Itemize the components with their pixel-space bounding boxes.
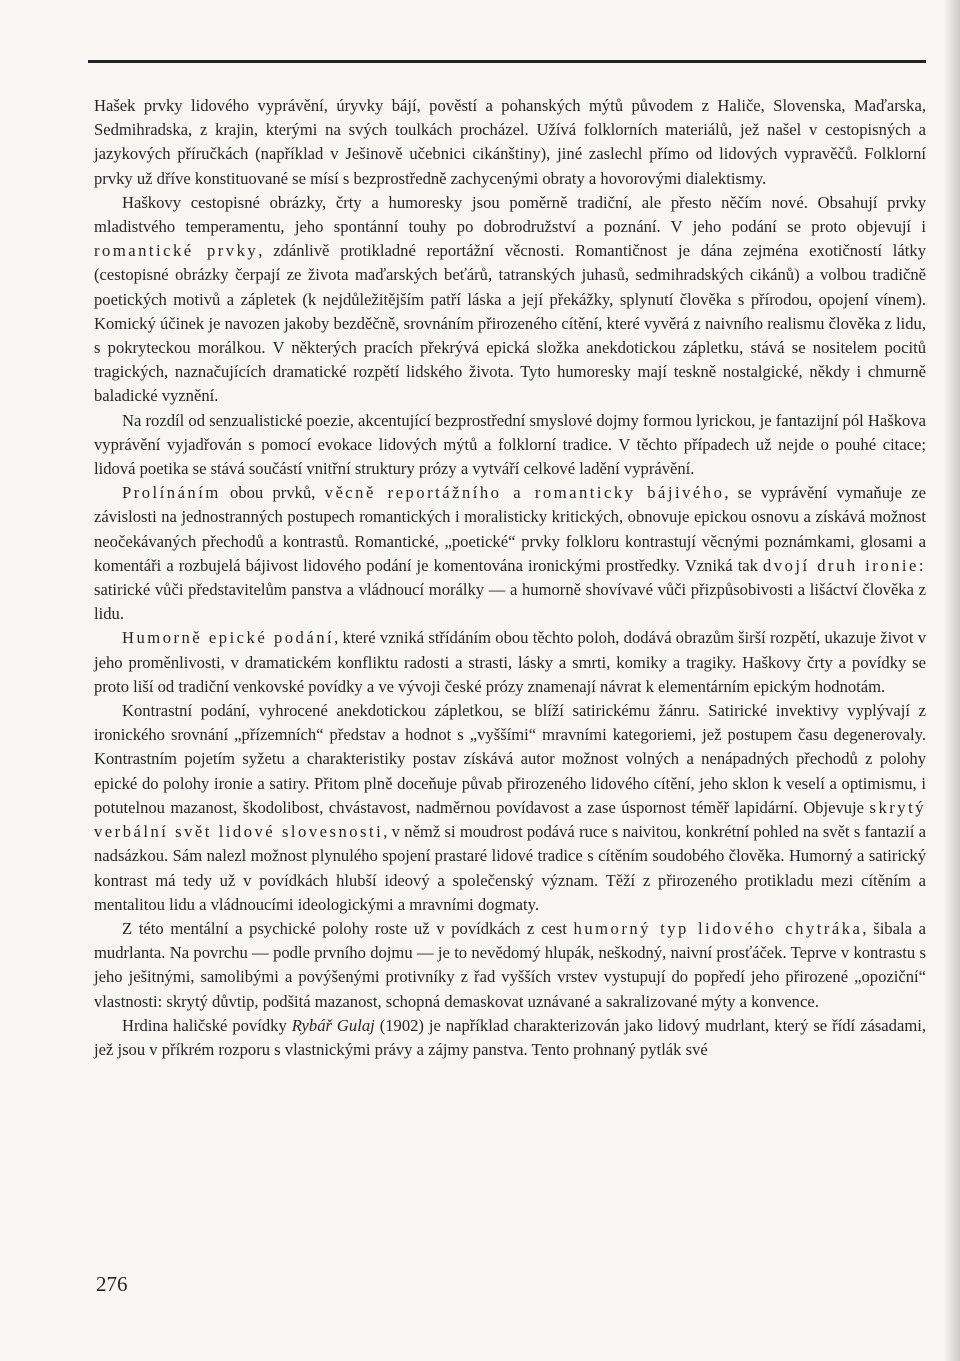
paragraph-5-text-b: , které vzniká střídáním obou těchto poloh, dodává obrazům širší rozpětí, ukazuje život v jeho proměnlivosti, v dramatickém konfliktu radosti a strasti, lásky a smrti, komiky a tragiky. Haškovy črty a povídky se proto liší od tradiční venkovské povídky a ve vývoji české prózy znamenají návrat k elementárním epickým hodnotám. [94,628,926,696]
spaced-word-prolinanim: Prolínáním [122,483,221,503]
spaced-phrase-reportage-romantic: věcně reportážního a romanticky bájivého [324,483,725,503]
paragraph-4-text-f: satirické vůči představitelům panstva a vládnoucí morálky — a humorně shovívavé vůči přizpůsobivosti a lišáctví člověka z lidu. [94,580,926,624]
spaced-phrase-double-irony: dvojí druh ironie: [763,555,927,575]
paragraph-4-text-b: obou prvků, [220,483,325,503]
work-title-rybar-gulaj: Rybář Gulaj [291,1015,375,1035]
paragraph-7-text-a: Z této mentální a psychické polohy roste už v povídkách z cest [122,918,574,938]
paragraph-2-text-c: , zdánlivě protikladné reportážní věcnosti. Romantičnost je dána zejména exotičností látky (cestopisné obrázky čerpají ze života maďarských beťárů, tatranských juhasů, sedmihradských cikánů) a volbou tradičně poetických motivů a zápletek (k nejdůležitějším patří láska a její překážky, splynutí člověka s přírodou, opojení vínem). Komický účinek je navozen jakoby bezděčně, srovnáním přirozeného cítění, které vyvěrá z naivního realismu člověka z lidu, s pokryteckou morálkou. V některých pracích překrývá epická složka anekdotickou zápletku, stává se nositelem pocitů tragických, naznačujících dramatické rozpětí lidského života. Tyto humoresky mají teskně nostalgické, někdy i chmurně baladické vyznění. [94,241,926,406]
paragraph-4-text-d: , se vyprávění vymaňuje ze závislosti na jednostranných postupech romantických i moralisticky kritických, obnovuje epickou osnovu a získává možnost neočekávaných přechodů a kontrastů. Romantické, „poetické“ prvky folkloru kontrastují věcnými poznámkami, glosami a komentáři a rozbujelá bájivost lidového podání je komentována ironickými prostředky. Vzniká tak [94,483,926,575]
spaced-phrase-romantic-elements: romantické prvky [94,241,259,261]
paragraph-6-text-a: Kontrastní podání, vyhrocené anekdotickou zápletkou, se blíží satirickému žánru. Satirické invektivy vyplývají z ironického srovnání „přízemních“ představ a hodnot s „vyššími“ mravními kategoriemi, jež postupem času degenerovaly. Kontrastním pojetím syžetu a charakteristiky postav získává autor možnost volných a nenápadných přechodů z polohy epické do polohy ironie a satiry. Přitom plně doceňuje půvab přirozeného lidového cítění, jeho sklon k veselí a optimismu, i potutelnou mazanost, škodolibost, chvástavost, nadměrnou povídavost a zase úspornost téměř lapidární. Objevuje [94,701,926,817]
paragraph-7-text-c: , šibala a mudrlanta. Na povrchu — podle prvního dojmu — je to nevědomý hlupák, neškodný, naivní prosťáček. Teprve v kontrastu s jeho ješitnými, samolibými a povýšenými protivníky z řad vyšších vrstev vystupují do popředí jeho přirozené „opoziční“ vlastnosti: skrytý důvtip, podšitá mazanost, schopná demaskovat uznávané a sakralizované mýty a konvence. [94,918,926,1011]
header-rule [88,60,926,63]
page-number: 276 [96,1272,128,1296]
paragraph-6 [94,699,926,917]
spaced-phrase-humorous-epic: Humorně epické podání [122,628,335,648]
page-edge-shadow [944,0,960,1361]
paragraph-6-text-c: , v němž si moudrost podává ruce s naivitou, konkrétní pohled na svět s fantazií a nadsázkou. Sám nalezl možnost plynulého spojení prastaré lidové tradice s cítěním soudobého člověka. Humorný a satirický kontrast má tedy už v povídkách hlubší ideový a společenský význam. Těží z přirozeného protikladu mezi cítěním a mentalitou lidu a vládnoucími ideologickými a mravními dogmaty. [94,822,927,914]
paragraph-8 [94,1014,926,1062]
body-text [94,94,926,1062]
paragraph-1: Hašek prvky lidového vyprávění, úryvky bájí, pověstí a pohanských mýtů původem z Haliče, Slovenska, Maďarska, Sedmihradska, z krajin, kterými na svých toulkách procházel. Užívá folklorních materiálů, jež našel v cestopisných a jazykových příručkách (například v Ješinově učebnici cikánštiny), jiné zaslechl přímo od lidových vypravěčů. Folklorní prvky už dříve konstituované se mísí s bezprostředně zachycenými obraty a hovorovými dialektismy. [94,96,926,188]
paragraph-8-text-a: Hrdina haličské povídky [122,1015,292,1035]
paragraph-2 [94,191,926,409]
paragraph-8-text-c: (1902) je například charakterizován jako lidový mudrlant, který se řídí zásadami, jež jsou v příkrém rozporu s vlastnickými právy a zájmy panstva. Tento prohnaný pytlák své [94,1015,926,1059]
paragraph-3: Na rozdíl od senzualistické poezie, akcentující bezprostřední smyslové dojmy formou lyrickou, je fantazijní pól Haškova vyprávění vyjadřován s pomocí evokace lidových mýtů a folklorní tradice. V těchto případech už nejde o pouhé citace; lidová poetika se stává součástí vnitřní struktury prózy a vytváří celkové ladění vyprávění. [94,410,926,479]
paragraph-5 [94,626,926,699]
paragraph-4 [94,481,926,626]
spaced-phrase-humorous-type: humorný typ lidového chytráka [573,918,863,938]
paragraph-7 [94,917,926,1014]
paragraph-2-text-a: Haškovy cestopisné obrázky, črty a humoresky jsou poměrně tradiční, ale přesto něčím nové. Obsahují prvky mladistvého temperamentu, jeho spontánní touhy po dobrodružství a poznání. V jeho podání se proto objevují i [94,192,926,237]
spaced-phrase-hidden-verbal-world: skrytý verbální svět lidové slovesnosti [94,797,926,842]
